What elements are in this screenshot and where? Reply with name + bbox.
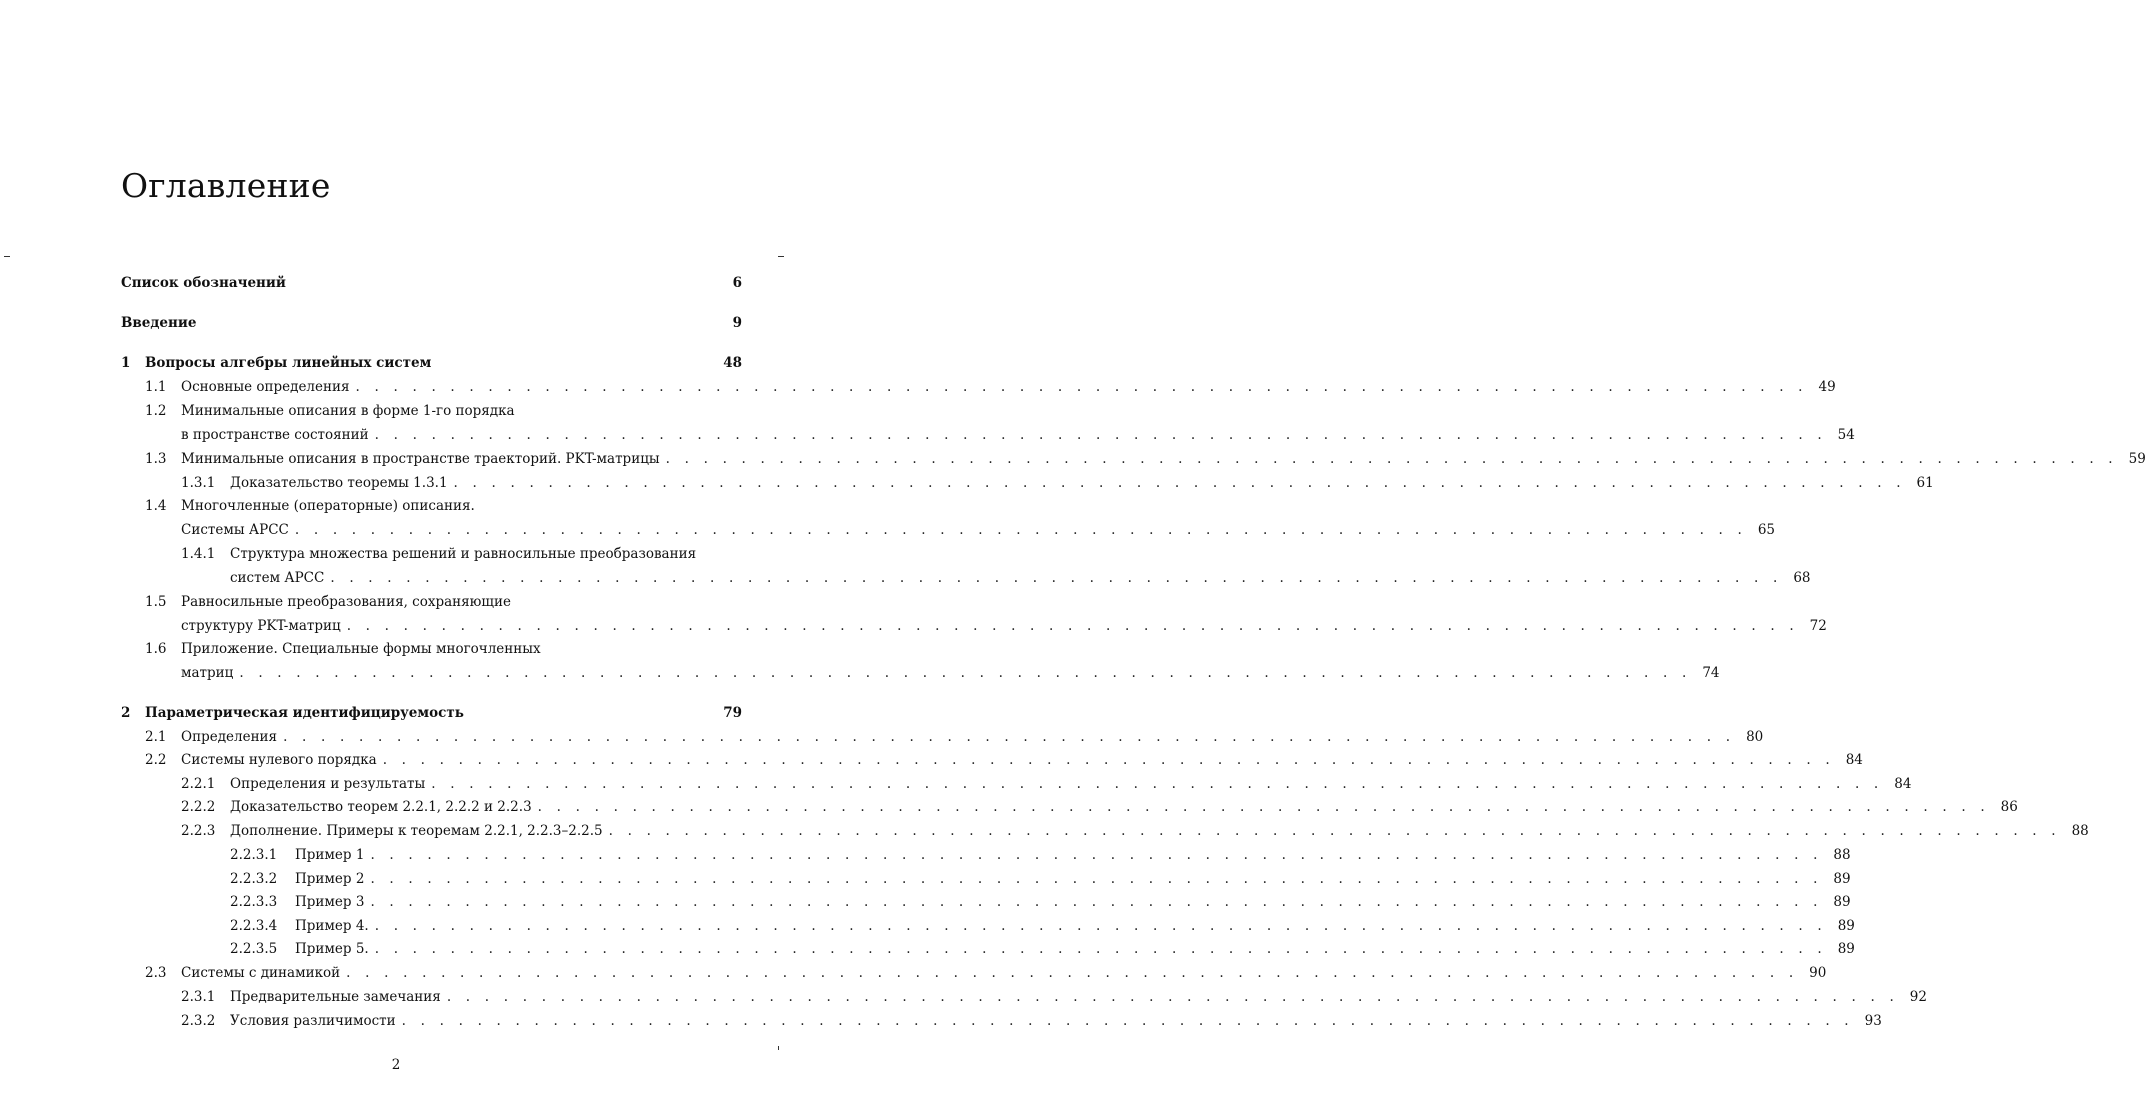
toc-entry-title: Основные определения [181,379,350,395]
dot-leader: . . . . . . . . . . . . . . . . . . . . . . . . . . . . . . . . . . . . . . . . . . . . . . . . . . . . . . . . . . . . . . . . . . . . . . . . . . . . . [401,1013,1854,1029]
toc-entry-number: 1.2 [145,403,167,419]
toc-entry-number: 1.4.1 [181,546,216,562]
toc-entry-page: 89 [1837,941,1855,957]
toc-entry-title: Пример 4. [295,918,369,934]
dot-leader: . . . . . . . . . . . . . . . . . . . . . . . . . . . . . . . . . . . . . . . . . . . . . . . . . . . . . . . . . . . . . . . . . . . . . . . . . . . . . [330,570,1783,586]
scan-mark [778,1046,779,1050]
toc-entry-number: 2.2.3 [181,823,216,839]
dot-leader: . . . . . . . . . . . . . . . . . . . . . . . . . . . . . . . . . . . . . . . . . . . . . . . . . . . . . . . . . . . . . . . . . . . . . . . . . . . . . [370,894,1823,910]
toc-entry-page: 49 [1818,379,1836,395]
toc-entry-page: 88 [1833,847,1851,863]
dot-leader: . . . . . . . . . . . . . . . . . . . . . . . . . . . . . . . . . . . . . . . . . . . . . . . . . . . . . . . . . . . . . . . . . . . . . . . . . . . . . [374,427,1827,443]
toc-entry-title: Многочленные (операторные) описания. [181,498,475,514]
page-number: 2 [391,1057,401,1073]
toc-entry-page: 6 [732,275,742,291]
toc-entry-page: 72 [1809,618,1827,634]
toc-entry-page: 79 [723,705,742,721]
toc-entry-page: 86 [2000,799,2018,815]
toc-entry [230,918,1855,934]
toc-entry-title: Равносильные преобразования, сохраняющие [181,594,511,610]
dot-leader: . . . . . . . . . . . . . . . . . . . . . . . . . . . . . . . . . . . . . . . . . . . . . . . . . . . . . . . . . . . . . . . . . . . . . . . . . . . . . [239,665,1692,681]
dot-leader: . . . . . . . . . . . . . . . . . . . . . . . . . . . . . . . . . . . . . . . . . . . . . . . . . . . . . . . . . . . . . . . . . . . . . . . . . . . . . [346,618,1799,634]
toc-entry-title: структуру PKT-матриц [181,618,341,634]
toc-entry-number: 1.3.1 [181,475,216,491]
toc-entry [145,665,1720,681]
page-title: Оглавление [121,166,331,205]
toc-entry [230,941,1855,957]
toc-entry-title: Пример 2 [295,871,365,887]
toc-entry [145,403,742,419]
toc-entry-number: 2.2.3.4 [230,918,278,934]
dot-leader: . . . . . . . . . . . . . . . . . . . . . . . . . . . . . . . . . . . . . . . . . . . . . . . . . . . . . . . . . . . . . . . . . . . . . . . . . . . . . [453,475,1906,491]
toc-entry-page: 80 [1746,729,1764,745]
toc-entry-number: 1.5 [145,594,167,610]
toc-entry-page: 92 [1909,989,1927,1005]
toc-entry-title: Пример 1 [295,847,365,863]
dot-leader: . . . . . . . . . . . . . . . . . . . . . . . . . . . . . . . . . . . . . . . . . . . . . . . . . . . . . . . . . . . . . . . . . . . . . . . . . . . . . [346,965,1799,981]
dot-leader: . . . . . . . . . . . . . . . . . . . . . . . . . . . . . . . . . . . . . . . . . . . . . . . . . . . . . . . . . . . . . . . . . . . . . . . . . . . . . [446,989,1899,1005]
toc-entry-number: 2.2.3.1 [230,847,278,863]
toc-entry [145,965,1827,981]
toc-entry-title: Минимальные описания в пространстве траекторий. PKT-матрицы [181,451,660,467]
toc-entry-number: 2.3.2 [181,1013,216,1029]
dot-leader: . . . . . . . . . . . . . . . . . . . . . . . . . . . . . . . . . . . . . . . . . . . . . . . . . . . . . . . . . . . . . . . . . . . . . . . . . . . . . [374,941,1827,957]
toc-entry-title: Предварительные замечания [230,989,441,1005]
toc-entry-title: Доказательство теорем 2.2.1, 2.2.2 и 2.2.3 [230,799,532,815]
dot-leader: . . . . . . . . . . . . . . . . . . . . . . . . . . . . . . . . . . . . . . . . . . . . . . . . . . . . . . . . . . . . . . . . . . . . . . . . . . . . . [370,847,1823,863]
toc-entry-number: 1.4 [145,498,167,514]
toc-entry-title: Доказательство теоремы 1.3.1 [230,475,448,491]
dot-leader: . . . . . . . . . . . . . . . . . . . . . . . . . . . . . . . . . . . . . . . . . . . . . . . . . . . . . . . . . . . . . . . . . . . . . . . . . . . . . [374,918,1827,934]
toc-entry [230,847,1851,863]
toc-entry-title: матриц [181,665,234,681]
toc-entry-title: Определения и результаты [230,776,426,792]
toc-entry [181,776,1912,792]
toc-entry-number: 1.1 [145,379,167,395]
toc-entry-title: Системы АРСС [181,522,289,538]
toc-entry-number: 1.3 [145,451,167,467]
toc-entry-page: 89 [1833,894,1851,910]
toc-entry-page: 74 [1702,665,1720,681]
toc-entry-title: в пространстве состояний [181,427,369,443]
toc-entry-number: 2.2 [145,752,167,768]
dot-leader: . . . . . . . . . . . . . . . . . . . . . . . . . . . . . . . . . . . . . . . . . . . . . . . . . . . . . . . . . . . . . . . . . . . . . . . . . . . . . [382,752,1835,768]
toc-entry-title: Дополнение. Примеры к теоремам 2.2.1, 2.2.3–2.2.5 [230,823,603,839]
toc-entry [230,894,1851,910]
toc-entry [145,498,742,514]
toc-entry-page: 89 [1833,871,1851,887]
dot-leader: . . . . . . . . . . . . . . . . . . . . . . . . . . . . . . . . . . . . . . . . . . . . . . . . . . . . . . . . . . . . . . . . . . . . . . . . . . . . . [355,379,1808,395]
toc-entry-page: 84 [1894,776,1912,792]
toc-entry-number: 2.2.3.3 [230,894,278,910]
toc-entry-title: Условия различимости [230,1013,396,1029]
toc-entry-number: 2 [121,705,131,721]
toc-entry-number: 2.2.3.5 [230,941,278,957]
toc-entry-number: 2.3 [145,965,167,981]
dot-leader: . . . . . . . . . . . . . . . . . . . . . . . . . . . . . . . . . . . . . . . . . . . . . . . . . . . . . . . . . . . . . . . . . . . . . . . . . . . . . [294,522,1748,538]
toc-entry [121,275,742,291]
toc-entry-number: 1.6 [145,641,167,657]
toc-entry [145,451,2146,467]
toc-entry-title: Пример 3 [295,894,365,910]
toc-entry-page: 59 [2128,451,2146,467]
toc-entry [145,641,742,657]
toc-entry-page: 88 [2071,823,2089,839]
toc-entry [181,989,1927,1005]
toc-entry-page: 68 [1793,570,1811,586]
toc-entry-title: Системы нулевого порядка [181,752,377,768]
scan-mark [4,256,10,257]
toc-entry-page: 93 [1864,1013,1882,1029]
toc-entry-title: систем АРСС [230,570,325,586]
toc-entry [145,522,1776,538]
toc-entry [145,427,1855,443]
toc-entry [145,752,1863,768]
toc-entry-title: Структура множества решений и равносильные преобразования [230,546,697,562]
toc-entry-page: 89 [1837,918,1855,934]
scan-mark [778,256,784,257]
toc-entry-number: 2.2.2 [181,799,216,815]
toc-entry-title: Вопросы алгебры линейных систем [145,355,432,371]
dot-leader: . . . . . . . . . . . . . . . . . . . . . . . . . . . . . . . . . . . . . . . . . . . . . . . . . . . . . . . . . . . . . . . . . . . . . . . . . . . . . [608,823,2061,839]
toc-entry [181,546,742,562]
dot-leader: . . . . . . . . . . . . . . . . . . . . . . . . . . . . . . . . . . . . . . . . . . . . . . . . . . . . . . . . . . . . . . . . . . . . . . . . . . . . . [431,776,1884,792]
toc-entry [181,1013,1882,1029]
toc-entry-title: Параметрическая идентифицируемость [145,705,464,721]
toc-entry-title: Минимальные описания в форме 1-го порядка [181,403,515,419]
toc-entry-number: 2.3.1 [181,989,216,1005]
toc-entry-number: 2.1 [145,729,167,745]
toc-entry-page: 9 [732,315,742,331]
dot-leader: . . . . . . . . . . . . . . . . . . . . . . . . . . . . . . . . . . . . . . . . . . . . . . . . . . . . . . . . . . . . . . . . . . . . . . . . . . . . . [370,871,1823,887]
toc-entry [145,379,1836,395]
toc-entry-title: Введение [121,315,197,331]
toc-entry [121,355,742,371]
toc-entry [181,823,2089,839]
toc-entry-number: 1 [121,355,131,371]
toc-entry-page: 54 [1837,427,1855,443]
toc-entry-number: 2.2.3.2 [230,871,278,887]
toc-entry-page: 65 [1757,522,1776,538]
toc-entry-title: Системы с динамикой [181,965,341,981]
dot-leader: . . . . . . . . . . . . . . . . . . . . . . . . . . . . . . . . . . . . . . . . . . . . . . . . . . . . . . . . . . . . . . . . . . . . . . . . . . . . . [537,799,1990,815]
dot-leader: . . . . . . . . . . . . . . . . . . . . . . . . . . . . . . . . . . . . . . . . . . . . . . . . . . . . . . . . . . . . . . . . . . . . . . . . . . . . . [665,451,2118,467]
toc-entry [121,315,742,331]
toc-entry-page: 90 [1809,965,1827,981]
toc-entry [181,475,1934,491]
toc-entry-number: 2.2.1 [181,776,216,792]
dot-leader: . . . . . . . . . . . . . . . . . . . . . . . . . . . . . . . . . . . . . . . . . . . . . . . . . . . . . . . . . . . . . . . . . . . . . . . . . . . . . [283,729,1736,745]
toc-entry [145,618,1827,634]
toc-entry [145,729,1764,745]
toc-entry [145,594,742,610]
toc-entry-title: Список обозначений [121,275,286,291]
toc-entry-title: Пример 5. [295,941,369,957]
toc-entry-page: 61 [1916,475,1934,491]
toc-entry-title: Приложение. Специальные формы многочленных [181,641,541,657]
toc-entry [181,570,1811,586]
toc-entry-page: 48 [723,355,742,371]
toc-entry-title: Определения [181,729,278,745]
toc-entry [230,871,1851,887]
toc-entry [121,705,742,721]
toc-entry-page: 84 [1845,752,1863,768]
toc-entry [181,799,2018,815]
